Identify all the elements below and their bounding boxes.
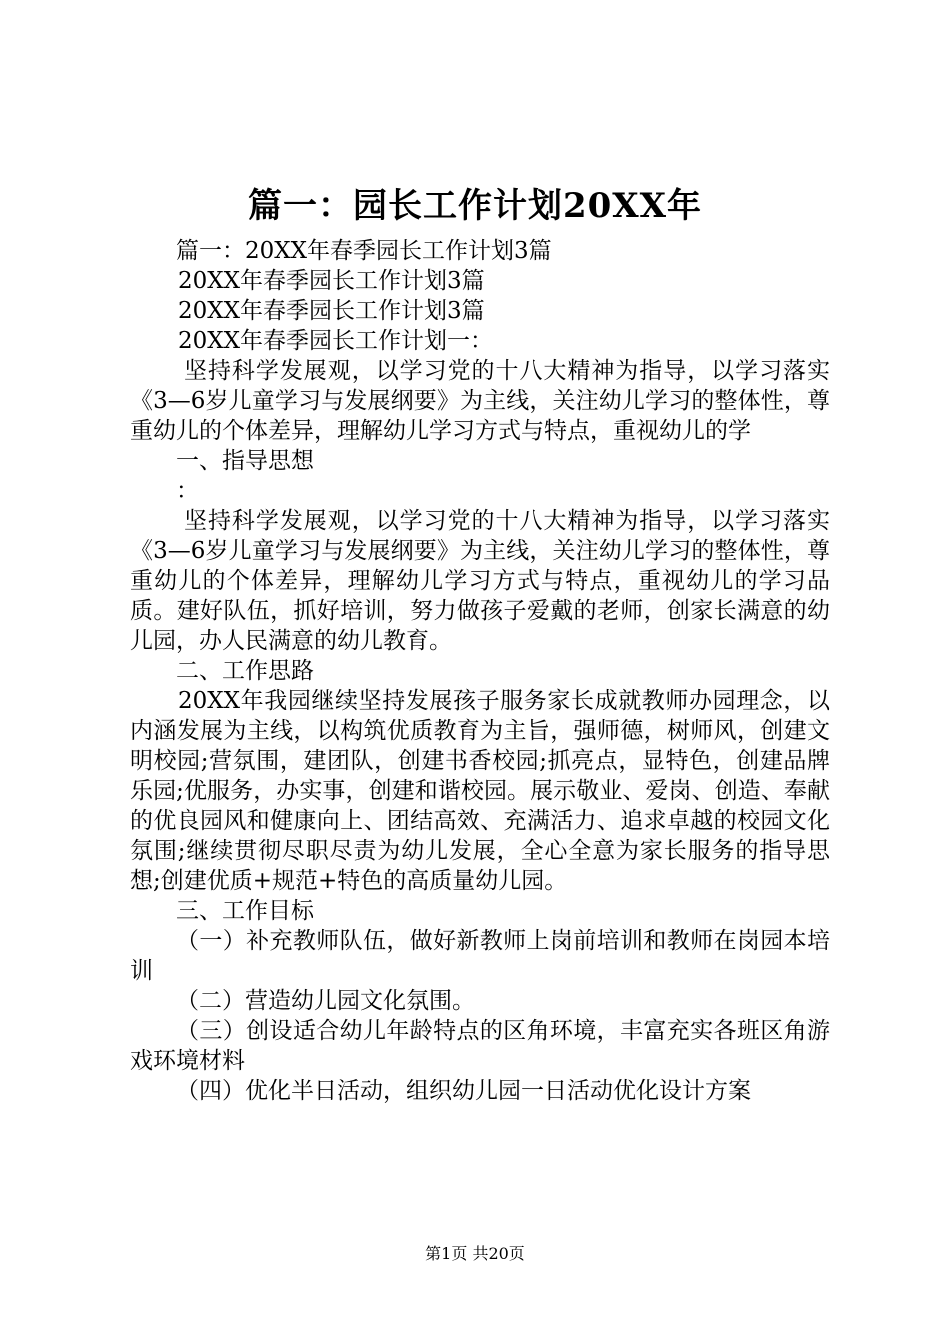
paragraph-heading-3: 20XX年春季园长工作计划一： (178, 328, 494, 354)
list-item-goal-2: （二）营造幼儿园文化氛围。 (176, 988, 475, 1014)
paragraph-work-approach: 20XX年我园继续坚持发展孩子服务家长成就教师办园理念，以内涵发展为主线，以构筑优质教育为主旨，强师德，树师风，创建文明校园;营氛围，建团队，创建书香校园;抓亮点，显特色，创建品牌乐园;优服务，办实事，创建和谐校园。展示敬业、爱岗、创造、奉献的优良园风和健康向上、团结高效、充满活力、追求卓越的校园文化氛围;继续贯彻尽职尽责为幼儿发展，全心全意为家长服务的指导思想;创建优质+规范+特色的高质量幼儿园。 (130, 688, 830, 894)
paragraph-guiding-ideas: 坚持科学发展观，以学习党的十八大精神为指导，以学习落实《3—6岁儿童学习与发展纲要》为主线，关注幼儿学习的整体性，尊重幼儿的个体差异，理解幼儿学习方式与特点，重视幼儿的学习品质。建好队伍，抓好培训，努力做孩子爱戴的老师，创家长满意的幼儿园，办人民满意的幼儿教育。 (130, 508, 830, 654)
list-item-goal-4: （四）优化半日活动，组织幼儿园一日活动优化设计方案 (176, 1078, 751, 1104)
section-heading-work-approach: 二、工作思路 (176, 658, 314, 684)
document-body (130, 236, 830, 1106)
section-heading-work-goals: 三、工作目标 (176, 898, 314, 924)
list-item-goal-1: （一）补充教师队伍，做好新教师上岗前培训和教师在岗园本培训 (130, 928, 830, 984)
paragraph-colon: ： (176, 478, 199, 504)
page-footer: 第1页 共20页 (425, 1244, 525, 1263)
list-item-goal-3: （三）创设适合幼儿年龄特点的区角环境，丰富充实各班区角游戏环境材料 (130, 1018, 830, 1074)
paragraph-intro: 坚持科学发展观，以学习党的十八大精神为指导，以学习落实《3—6岁儿童学习与发展纲要》为主线，关注幼儿学习的整体性，尊重幼儿的个体差异，理解幼儿学习方式与特点，重视幼儿的学 (130, 358, 830, 444)
paragraph-subtitle: 篇一：20XX年春季园长工作计划3篇 (176, 238, 552, 264)
paragraph-heading-2: 20XX年春季园长工作计划3篇 (178, 298, 485, 324)
document-title: 篇一：园长工作计划20XX年 (247, 186, 703, 226)
section-heading-guiding-ideas: 一、指导思想 (176, 448, 314, 474)
paragraph-heading-1: 20XX年春季园长工作计划3篇 (178, 268, 485, 294)
